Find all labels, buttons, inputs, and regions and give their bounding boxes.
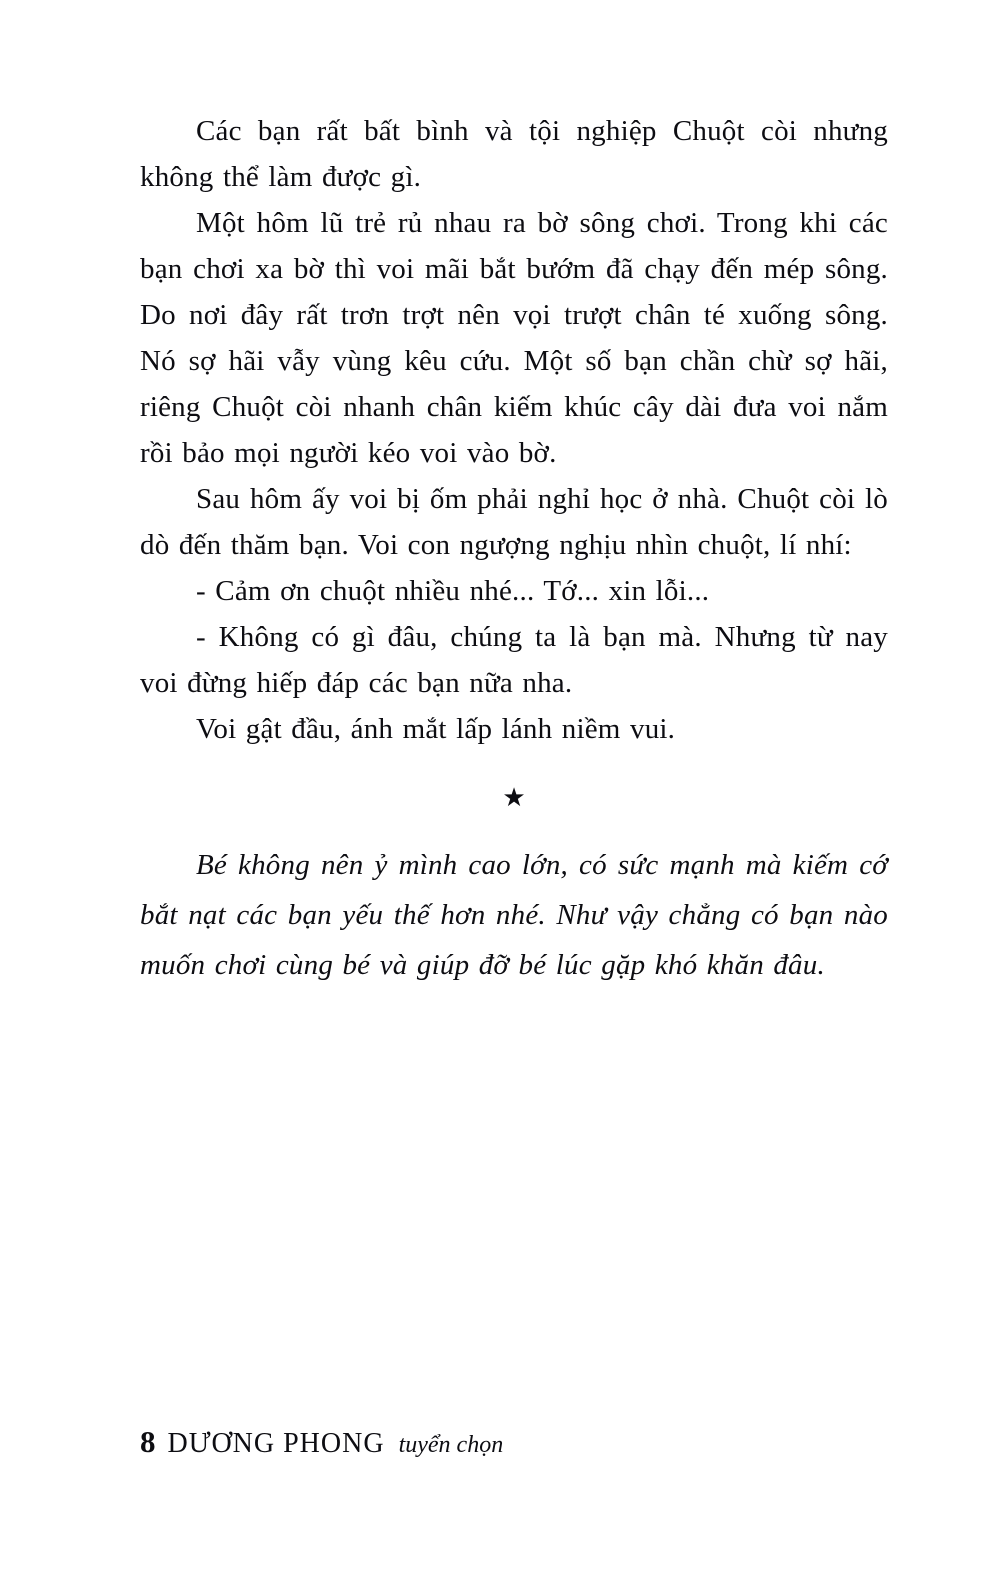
page-number: 8 — [140, 1424, 156, 1459]
page-footer — [140, 1424, 503, 1460]
star-separator-icon: ★ — [502, 783, 526, 812]
publisher-name: DƯƠNG PHONG — [167, 1428, 385, 1459]
dialogue-line: - Cảm ơn chuột nhiều nhé... Tớ... xin lỗi... — [196, 575, 710, 607]
footer-suffix: tuyển chọn — [398, 1432, 504, 1458]
story-text-block — [140, 108, 888, 990]
moral-paragraph: Bé không nên ỷ mình cao lớn, có sức mạnh mà kiếm cớ bắt nạt các bạn yếu thế hơn nhé. Như vậy chẳng có bạn nào muốn chơi cùng bé và giúp đỡ bé lúc gặp khó khăn đâu. — [140, 849, 888, 981]
dialogue-line: - Không có gì đâu, chúng ta là bạn mà. Nhưng từ nay voi đừng hiếp đáp các bạn nữa nha. — [140, 621, 888, 699]
story-paragraph: Voi gật đầu, ánh mắt lấp lánh niềm vui. — [196, 713, 676, 745]
story-paragraph: Sau hôm ấy voi bị ốm phải nghỉ học ở nhà. Chuột còi lò dò đến thăm bạn. Voi con ngượng nghịu nhìn chuột, lí nhí: — [140, 483, 888, 561]
story-paragraph: Các bạn rất bất bình và tội nghiệp Chuột còi nhưng không thể làm được gì. — [140, 115, 888, 193]
story-paragraph: Một hôm lũ trẻ rủ nhau ra bờ sông chơi. Trong khi các bạn chơi xa bờ thì voi mãi bắt bướm đã chạy đến mép sông. Do nơi đây rất trơn trợt nên vọi trượt chân té xuống sông. Nó sợ hãi vẫy vùng kêu cứu. Một số bạn chần chừ sợ hãi, riêng Chuột còi nhanh chân kiếm khúc cây dài đưa voi nắm rồi bảo mọi người kéo voi vào bờ. — [140, 207, 888, 469]
